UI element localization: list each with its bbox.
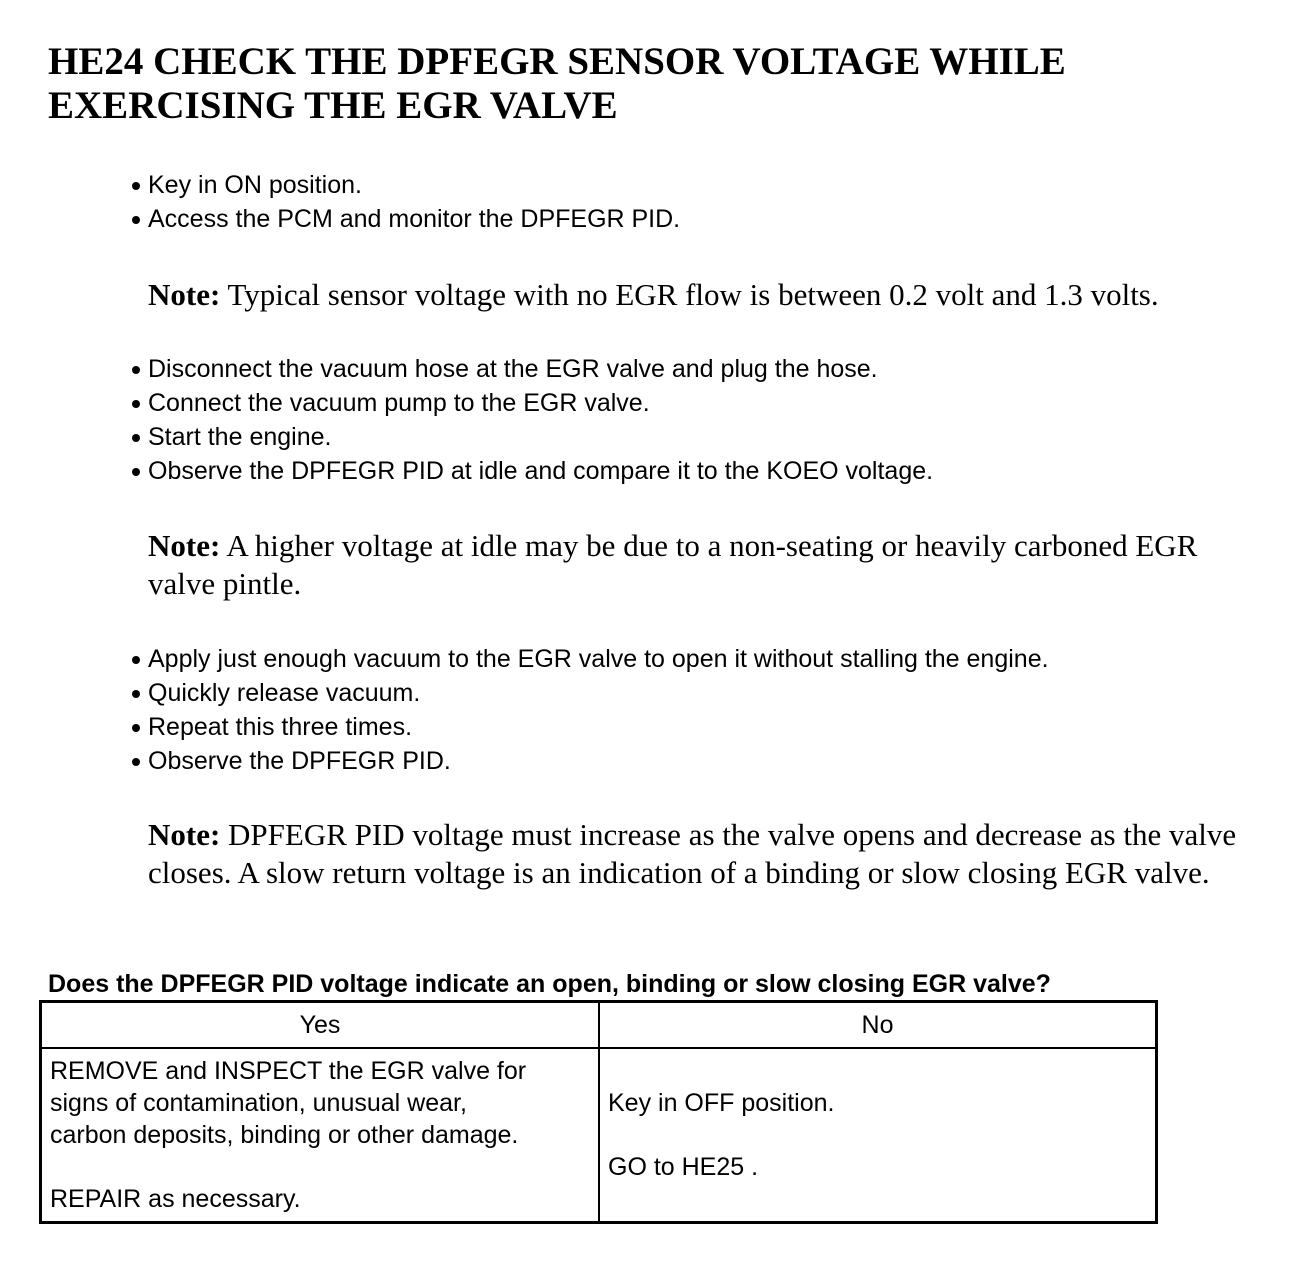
paragraph-gap bbox=[608, 1119, 1147, 1151]
procedure-title bbox=[48, 40, 1248, 128]
step-item: Apply just enough vacuum to the EGR valve to open it without stalling the engine. bbox=[130, 642, 1280, 676]
decision-table bbox=[39, 1000, 1158, 1224]
step-item: Start the engine. bbox=[130, 420, 1280, 454]
yes-line: REMOVE and INSPECT the EGR valve for bbox=[50, 1057, 527, 1085]
note-text: Typical sensor voltage with no EGR flow is between 0.2 volt and 1.3 volts. bbox=[220, 277, 1159, 312]
step-item: Observe the DPFEGR PID. bbox=[130, 744, 1280, 778]
note-text: A higher voltage at idle may be due to a non-seating or heavily carboned EGR valve pintle. bbox=[148, 528, 1198, 601]
step-item: Key in ON position. bbox=[130, 168, 1280, 202]
header-no: No bbox=[599, 1002, 1157, 1049]
note-label: Note: bbox=[148, 528, 221, 563]
step-list-3 bbox=[130, 642, 1280, 778]
title-line-1: HE24 CHECK THE DPFEGR SENSOR VOLTAGE WHILE bbox=[48, 40, 1066, 83]
decision-question: Does the DPFEGR PID voltage indicate an open, binding or slow closing EGR valve? bbox=[48, 970, 1051, 998]
step-list-2 bbox=[130, 352, 1280, 488]
paragraph-gap bbox=[50, 1151, 590, 1183]
step-item: Disconnect the vacuum hose at the EGR valve and plug the hose. bbox=[130, 352, 1280, 386]
yes-line: signs of contamination, unusual wear, bbox=[50, 1089, 467, 1117]
yes-line: carbon deposits, binding or other damage. bbox=[50, 1121, 519, 1149]
table-header-row bbox=[41, 1002, 1157, 1049]
table-row bbox=[41, 1048, 1157, 1223]
title-line-2: EXERCISING THE EGR VALVE bbox=[48, 84, 618, 127]
no-goto-line: GO to HE25 . bbox=[608, 1153, 759, 1181]
note-label: Note: bbox=[148, 817, 221, 852]
note-3 bbox=[148, 816, 1258, 892]
step-item: Repeat this three times. bbox=[130, 710, 1280, 744]
step-item: Quickly release vacuum. bbox=[130, 676, 1280, 710]
yes-repair-line: REPAIR as necessary. bbox=[50, 1185, 301, 1213]
step-item: Access the PCM and monitor the DPFEGR PID. bbox=[130, 202, 1280, 236]
note-1 bbox=[148, 276, 1258, 314]
no-line: Key in OFF position. bbox=[608, 1089, 835, 1117]
cell-no bbox=[599, 1048, 1157, 1223]
step-item: Connect the vacuum pump to the EGR valve. bbox=[130, 386, 1280, 420]
note-label: Note: bbox=[148, 277, 221, 312]
note-2 bbox=[148, 527, 1258, 603]
step-list-1 bbox=[130, 168, 1280, 236]
cell-yes bbox=[41, 1048, 600, 1223]
step-item: Observe the DPFEGR PID at idle and compare it to the KOEO voltage. bbox=[130, 454, 1280, 488]
note-text: DPFEGR PID voltage must increase as the valve opens and decrease as the valve closes. A slow return voltage is an indication of a binding or slow closing EGR valve. bbox=[148, 817, 1237, 890]
header-yes: Yes bbox=[41, 1002, 600, 1049]
